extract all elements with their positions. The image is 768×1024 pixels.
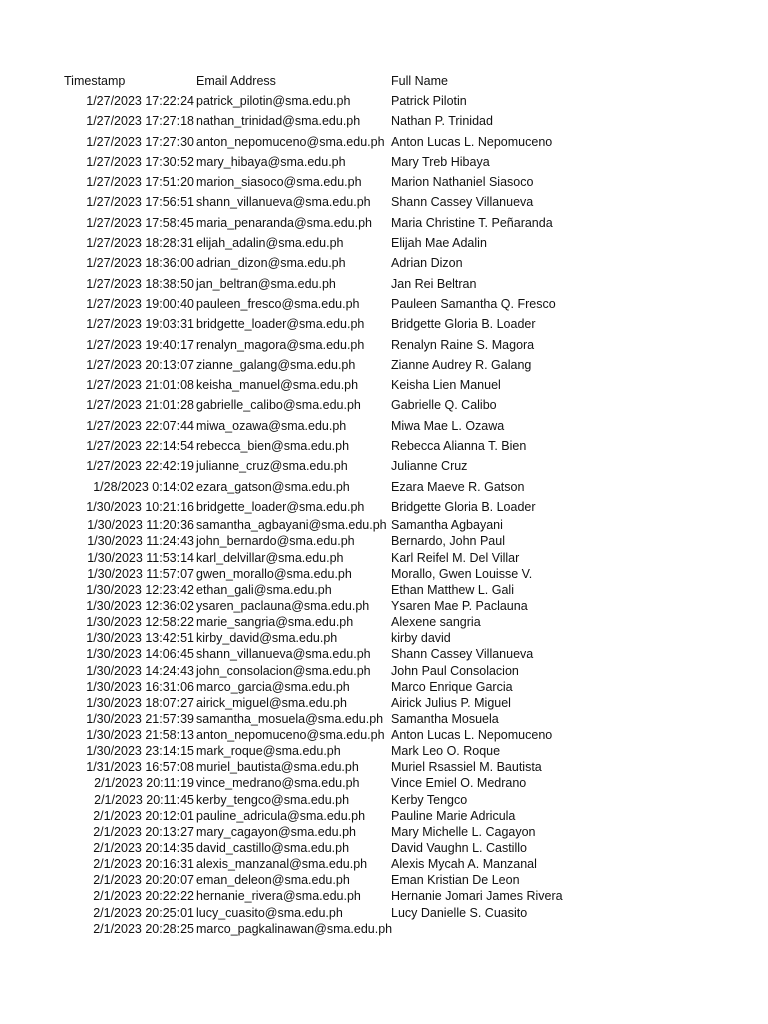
email-cell: mary_hibaya@sma.edu.ph (196, 154, 346, 169)
full-name-cell: Samantha Mosuela (391, 711, 499, 726)
full-name-cell: Bernardo, John Paul (391, 534, 505, 549)
timestamp-cell: 1/27/2023 19:03:31 (86, 317, 194, 332)
timestamp-cell: 1/27/2023 18:38:50 (86, 276, 194, 291)
full-name-cell: Julianne Cruz (391, 459, 468, 474)
email-cell: marion_siasoco@sma.edu.ph (196, 175, 362, 190)
email-cell: gwen_morallo@sma.edu.ph (196, 566, 352, 581)
full-name-cell: Rebecca Alianna T. Bien (391, 439, 527, 454)
email-cell: pauline_adricula@sma.edu.ph (196, 808, 366, 823)
full-name-cell: Renalyn Raine S. Magora (391, 337, 535, 352)
full-name-cell: Hernanie Jomari James Rivera (391, 889, 563, 904)
full-name-cell: Airick Julius P. Miguel (391, 695, 511, 710)
email-cell: rebecca_bien@sma.edu.ph (196, 439, 350, 454)
table-row (0, 152, 768, 172)
email-cell: renalyn_magora@sma.edu.ph (196, 337, 365, 352)
timestamp-cell: 2/1/2023 20:11:45 (94, 792, 194, 807)
timestamp-cell: 1/30/2023 12:58:22 (86, 615, 194, 630)
table-row (0, 711, 768, 727)
email-cell: alexis_manzanal@sma.edu.ph (196, 857, 368, 872)
table-row (0, 497, 768, 517)
full-name-cell: Elijah Mae Adalin (391, 236, 487, 251)
full-name-cell: Zianne Audrey R. Galang (391, 357, 532, 372)
email-cell: julianne_cruz@sma.edu.ph (196, 459, 348, 474)
email-cell: ezara_gatson@sma.edu.ph (196, 479, 350, 494)
email-cell: shann_villanueva@sma.edu.ph (196, 195, 371, 210)
full-name-cell: Shann Cassey Villanueva (391, 647, 534, 662)
table-row (0, 614, 768, 630)
full-name-cell: Alexis Mycah A. Manzanal (391, 857, 537, 872)
table-row (0, 213, 768, 233)
full-name-cell: Karl Reifel M. Del Villar (391, 550, 520, 565)
timestamp-cell: 1/30/2023 23:14:15 (86, 744, 194, 759)
table-row (0, 598, 768, 614)
timestamp-cell: 1/27/2023 22:14:54 (86, 439, 194, 454)
timestamp-cell: 1/30/2023 12:23:42 (86, 582, 194, 597)
email-cell: bridgette_loader@sma.edu.ph (196, 499, 365, 514)
email-cell: shann_villanueva@sma.edu.ph (196, 647, 371, 662)
email-cell: anton_nepomuceno@sma.edu.ph (196, 134, 385, 149)
table-row (0, 646, 768, 662)
header-timestamp: Timestamp (64, 74, 126, 88)
timestamp-cell: 1/30/2023 13:42:51 (86, 631, 194, 646)
full-name-cell: Bridgette Gloria B. Loader (391, 317, 536, 332)
full-name-cell: Miwa Mae L. Ozawa (391, 418, 505, 433)
full-name-cell: Ysaren Mae P. Paclauna (391, 598, 528, 613)
timestamp-cell: 1/30/2023 10:21:16 (86, 499, 194, 514)
email-cell: marco_garcia@sma.edu.ph (196, 679, 350, 694)
timestamp-cell: 1/30/2023 21:58:13 (86, 728, 194, 743)
email-cell: airick_miguel@sma.edu.ph (196, 695, 347, 710)
table-row (0, 91, 768, 111)
table-row (0, 314, 768, 334)
table-row (0, 582, 768, 598)
email-cell: lucy_cuasito@sma.edu.ph (196, 905, 343, 920)
timestamp-cell: 1/27/2023 17:30:52 (86, 154, 194, 169)
full-name-cell: Kerby Tengco (391, 792, 468, 807)
timestamp-cell: 2/1/2023 20:13:27 (93, 824, 194, 839)
header-full-name: Full Name (391, 74, 448, 88)
timestamp-cell: 2/1/2023 20:22:22 (93, 889, 194, 904)
table-row (0, 335, 768, 355)
timestamp-cell: 2/1/2023 20:16:31 (93, 857, 194, 872)
timestamp-cell: 1/27/2023 17:27:30 (86, 134, 194, 149)
email-cell: elijah_adalin@sma.edu.ph (196, 236, 344, 251)
email-cell: gabrielle_calibo@sma.edu.ph (196, 398, 361, 413)
full-name-cell: Eman Kristian De Leon (391, 873, 520, 888)
table-row (0, 395, 768, 415)
table-row (0, 872, 768, 888)
table-row (0, 132, 768, 152)
timestamp-cell: 1/30/2023 18:07:27 (86, 695, 194, 710)
table-row (0, 436, 768, 456)
full-name-cell: David Vaughn L. Castillo (391, 841, 527, 856)
full-name-cell: Nathan P. Trinidad (391, 114, 493, 129)
full-name-cell: Pauleen Samantha Q. Fresco (391, 296, 556, 311)
timestamp-cell: 1/30/2023 11:57:07 (87, 566, 194, 581)
full-name-cell: Bridgette Gloria B. Loader (391, 499, 536, 514)
email-cell: mary_cagayon@sma.edu.ph (196, 824, 356, 839)
table-row (0, 775, 768, 791)
full-name-cell: Mary Treb Hibaya (391, 154, 490, 169)
email-cell: eman_deleon@sma.edu.ph (196, 873, 350, 888)
table-row (0, 759, 768, 775)
email-cell: kirby_david@sma.edu.ph (196, 631, 338, 646)
full-name-cell: Muriel Rsassiel M. Bautista (391, 760, 542, 775)
full-name-cell: Jan Rei Beltran (391, 276, 477, 291)
email-cell: bridgette_loader@sma.edu.ph (196, 317, 365, 332)
timestamp-cell: 1/27/2023 17:27:18 (86, 114, 194, 129)
timestamp-cell: 1/30/2023 14:06:45 (86, 647, 194, 662)
email-cell: nathan_trinidad@sma.edu.ph (196, 114, 361, 129)
full-name-cell: Pauline Marie Adricula (391, 808, 516, 823)
full-name-cell: Ethan Matthew L. Gali (391, 582, 514, 597)
timestamp-cell: 1/31/2023 16:57:08 (86, 760, 194, 775)
email-cell: john_consolacion@sma.edu.ph (196, 663, 371, 678)
full-name-cell: Vince Emiel O. Medrano (391, 776, 527, 791)
full-name-cell: Maria Christine T. Peñaranda (391, 215, 553, 230)
timestamp-cell: 1/30/2023 12:36:02 (86, 598, 194, 613)
table-row (0, 663, 768, 679)
table-row (0, 727, 768, 743)
timestamp-cell: 1/28/2023 0:14:02 (93, 479, 194, 494)
email-cell: muriel_bautista@sma.edu.ph (196, 760, 359, 775)
table-row (0, 416, 768, 436)
table-row (0, 808, 768, 824)
full-name-cell: Gabrielle Q. Calibo (391, 398, 497, 413)
timestamp-cell: 1/27/2023 21:01:08 (86, 378, 194, 393)
full-name-cell: Alexene sangria (391, 615, 481, 630)
email-cell: adrian_dizon@sma.edu.ph (196, 256, 346, 271)
email-cell: david_castillo@sma.edu.ph (196, 841, 350, 856)
timestamp-cell: 1/27/2023 21:01:28 (86, 398, 194, 413)
timestamp-cell: 1/27/2023 17:56:51 (86, 195, 194, 210)
email-cell: samantha_agbayani@sma.edu.ph (196, 518, 387, 533)
table-row (0, 905, 768, 921)
email-cell: jan_beltran@sma.edu.ph (196, 276, 336, 291)
timestamp-cell: 2/1/2023 20:20:07 (93, 873, 194, 888)
email-cell: ethan_gali@sma.edu.ph (196, 582, 332, 597)
timestamp-cell: 1/30/2023 11:20:36 (87, 518, 194, 533)
table-header (0, 72, 768, 91)
timestamp-cell: 1/27/2023 19:00:40 (86, 296, 194, 311)
email-cell: ysaren_paclauna@sma.edu.ph (196, 598, 370, 613)
table-row (0, 550, 768, 566)
email-cell: patrick_pilotin@sma.edu.ph (196, 94, 351, 108)
table-row (0, 274, 768, 294)
full-name-cell: Keisha Lien Manuel (391, 378, 501, 393)
table-body (0, 91, 768, 937)
full-name-cell: kirby david (391, 631, 451, 646)
email-cell: keisha_manuel@sma.edu.ph (196, 378, 359, 393)
timestamp-cell: 1/27/2023 22:07:44 (86, 418, 194, 433)
full-name-cell: John Paul Consolacion (391, 663, 519, 678)
email-cell: zianne_galang@sma.edu.ph (196, 357, 356, 372)
table-row (0, 921, 768, 937)
full-name-cell: Samantha Agbayani (391, 518, 503, 533)
timestamp-cell: 1/30/2023 11:24:43 (87, 534, 194, 549)
table-row (0, 840, 768, 856)
timestamp-cell: 2/1/2023 20:25:01 (93, 905, 194, 920)
timestamp-cell: 1/30/2023 11:53:14 (87, 550, 194, 565)
timestamp-cell: 2/1/2023 20:12:01 (93, 808, 194, 823)
table-row (0, 517, 768, 533)
full-name-cell: Ezara Maeve R. Gatson (391, 479, 525, 494)
email-cell: maria_penaranda@sma.edu.ph (196, 215, 372, 230)
email-cell: mark_roque@sma.edu.ph (196, 744, 341, 759)
timestamp-cell: 1/27/2023 17:51:20 (86, 175, 194, 190)
table-row (0, 172, 768, 192)
email-cell: samantha_mosuela@sma.edu.ph (196, 711, 384, 726)
timestamp-cell: 1/30/2023 16:31:06 (86, 679, 194, 694)
timestamp-cell: 1/27/2023 18:28:31 (86, 236, 194, 251)
table-row (0, 695, 768, 711)
table-row (0, 566, 768, 582)
timestamp-cell: 1/27/2023 20:13:07 (86, 357, 194, 372)
timestamp-cell: 1/27/2023 17:22:24 (86, 94, 194, 108)
email-cell: pauleen_fresco@sma.edu.ph (196, 296, 360, 311)
email-cell: hernanie_rivera@sma.edu.ph (196, 889, 361, 904)
timestamp-cell: 2/1/2023 20:28:25 (93, 921, 194, 936)
table-row (0, 792, 768, 808)
table-row (0, 743, 768, 759)
email-cell: marie_sangria@sma.edu.ph (196, 615, 354, 630)
timestamp-cell: 1/30/2023 14:24:43 (86, 663, 194, 678)
full-name-cell: Shann Cassey Villanueva (391, 195, 534, 210)
table-row (0, 679, 768, 695)
timestamp-cell: 1/27/2023 22:42:19 (86, 459, 194, 474)
full-name-cell: Anton Lucas L. Nepomuceno (391, 134, 553, 149)
full-name-cell: Adrian Dizon (391, 256, 463, 271)
full-name-cell: Patrick Pilotin (391, 94, 467, 108)
full-name-cell: Mary Michelle L. Cagayon (391, 824, 536, 839)
timestamp-cell: 1/27/2023 19:40:17 (86, 337, 194, 352)
table-row (0, 233, 768, 253)
timestamp-cell: 2/1/2023 20:11:19 (94, 776, 194, 791)
full-name-cell: Marion Nathaniel Siasoco (391, 175, 534, 190)
table-row (0, 824, 768, 840)
table-row (0, 355, 768, 375)
table-row (0, 192, 768, 212)
email-cell: marco_pagkalinawan@sma.edu.ph (196, 921, 393, 936)
header-email: Email Address (196, 74, 276, 88)
email-cell: vince_medrano@sma.edu.ph (196, 776, 360, 791)
table-row (0, 294, 768, 314)
table-row (0, 375, 768, 395)
full-name-cell: Marco Enrique Garcia (391, 679, 513, 694)
full-name-cell: Anton Lucas L. Nepomuceno (391, 728, 553, 743)
table-row (0, 253, 768, 273)
table-row (0, 456, 768, 476)
table-row (0, 630, 768, 646)
full-name-cell: Lucy Danielle S. Cuasito (391, 905, 528, 920)
timestamp-cell: 1/27/2023 17:58:45 (86, 215, 194, 230)
email-cell: john_bernardo@sma.edu.ph (196, 534, 355, 549)
email-cell: karl_delvillar@sma.edu.ph (196, 550, 344, 565)
table-row (0, 533, 768, 549)
full-name-cell: Mark Leo O. Roque (391, 744, 501, 759)
timestamp-cell: 1/30/2023 21:57:39 (86, 711, 194, 726)
table-row (0, 111, 768, 131)
table-row (0, 477, 768, 497)
timestamp-cell: 1/27/2023 18:36:00 (86, 256, 194, 271)
full-name-cell: Morallo, Gwen Louisse V. (391, 566, 533, 581)
attendance-table (0, 72, 768, 937)
table-row (0, 856, 768, 872)
email-cell: anton_nepomuceno@sma.edu.ph (196, 728, 385, 743)
email-cell: miwa_ozawa@sma.edu.ph (196, 418, 347, 433)
table-row (0, 888, 768, 904)
timestamp-cell: 2/1/2023 20:14:35 (93, 841, 194, 856)
email-cell: kerby_tengco@sma.edu.ph (196, 792, 350, 807)
